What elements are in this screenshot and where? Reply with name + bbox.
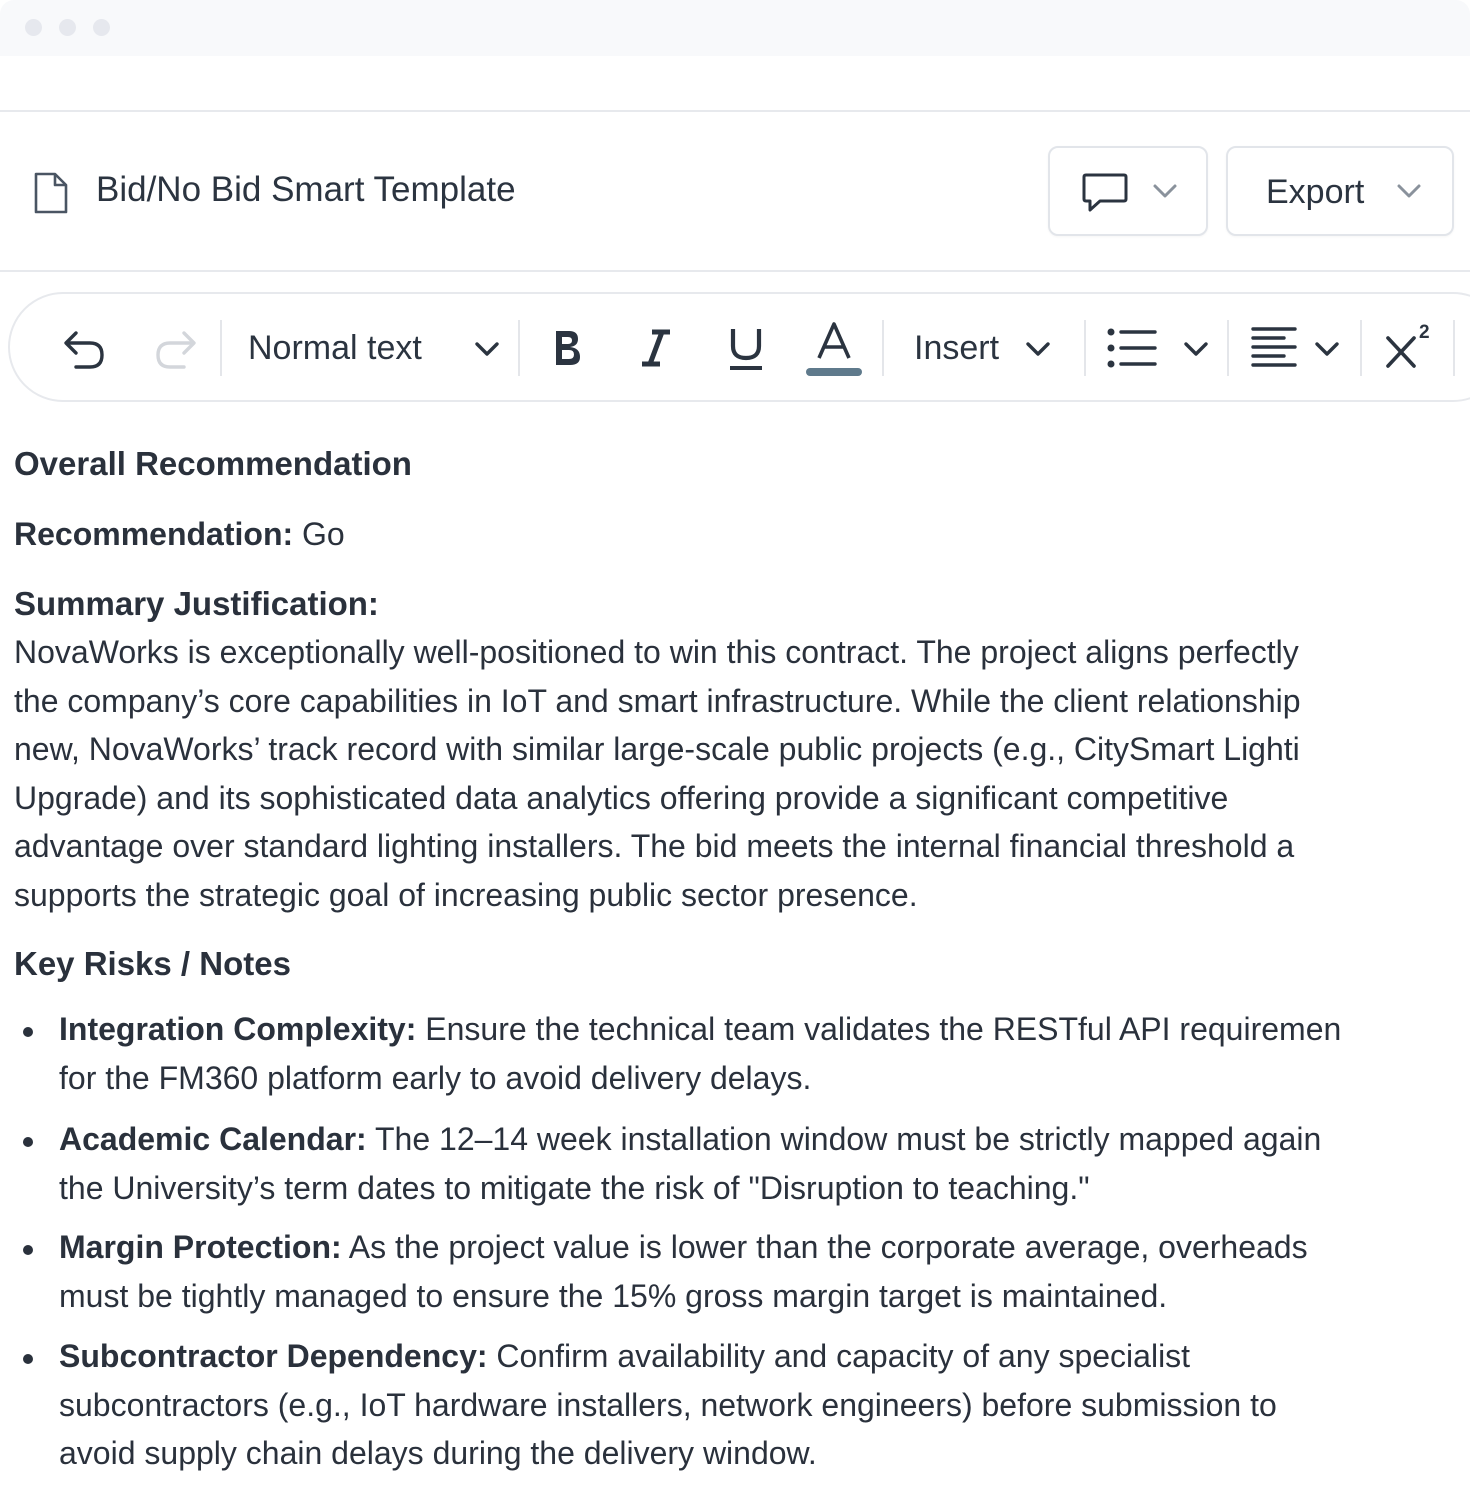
comments-button[interactable] [1048,146,1208,236]
risk-text: Ensure the technical team validates the RESTful API requiremen [416,1011,1342,1047]
align-left-icon[interactable] [1250,325,1298,371]
summary-line: advantage over standard lighting installers. The bid meets the internal financial threshold a [14,828,1295,865]
window-minimize-dot[interactable] [59,19,76,36]
superscript-icon[interactable] [1382,320,1438,374]
list-item-line: must be tightly managed to ensure the 15% gross margin target is maintained. [59,1277,1168,1314]
toolbar-separator [1084,320,1086,376]
bullet-dot [23,1354,33,1364]
chevron-down-icon [1152,181,1178,201]
summary-paragraph [14,628,1470,920]
risk-label: Margin Protection: [59,1229,342,1265]
text-color-swatch [806,368,862,376]
text-color-icon[interactable] [803,320,865,378]
summary-line: NovaWorks is exceptionally well-positioned to win this contract. The project aligns perfectly [14,634,1299,670]
document-header [0,112,1470,272]
summary-line: Upgrade) and its sophisticated data analytics offering provide a significant competitive [14,779,1229,816]
insert-menu[interactable]: Insert [914,329,1000,367]
summary-line: the company’s core capabilities in IoT and smart infrastructure. While the client relationship [14,682,1301,719]
toolbar-separator [1360,320,1362,376]
underline-icon[interactable] [725,324,767,374]
bold-icon[interactable] [550,327,584,369]
comment-icon [1080,170,1130,214]
key-risks-heading: Key Risks / Notes [14,945,291,982]
overall-recommendation-heading: Overall Recommendation [14,445,412,482]
redo-icon[interactable] [150,325,200,373]
list-item-line: for the FM360 platform early to avoid delivery delays. [59,1059,812,1096]
risk-label: Subcontractor Dependency: [59,1338,488,1374]
chevron-down-icon [1396,181,1422,201]
list-item-line [59,1115,1321,1164]
chevron-down-icon[interactable] [1182,338,1210,360]
chevron-down-icon[interactable] [1024,338,1052,360]
bullet-dot [23,1137,33,1147]
list-item-line [59,1223,1308,1272]
list-item-line: subcontractors (e.g., IoT hardware installers, network engineers) before submission to [59,1386,1277,1423]
italic-icon[interactable] [636,327,676,369]
toolbar-separator [882,320,884,376]
window-maximize-dot[interactable] [93,19,110,36]
text-style-select[interactable]: Normal text [248,329,422,367]
formatting-toolbar [8,292,1470,402]
toolbar-separator [1227,320,1229,376]
list-item-line: avoid supply chain delays during the delivery window. [59,1435,817,1472]
recommendation-label: Recommendation: [14,516,294,552]
toolbar-separator [518,320,520,376]
risk-label: Integration Complexity: [59,1011,417,1047]
bullet-dot [23,1027,33,1037]
summary-heading: Summary Justification: [14,585,379,622]
recommendation-value: Go [293,516,345,552]
bullet-list-icon[interactable] [1106,325,1158,371]
document-title[interactable]: Bid/No Bid Smart Template [96,170,516,209]
risk-text: Confirm availability and capacity of any specialist [487,1338,1191,1374]
toolbar-separator [220,320,222,376]
export-label: Export [1266,173,1365,211]
list-item-line [59,1332,1190,1381]
window-close-dot[interactable] [25,19,42,36]
risk-text: As the project value is lower than the corporate average, overheads [341,1229,1308,1265]
risk-text: The 12–14 week installation window must be strictly mapped again [366,1121,1322,1157]
summary-line: new, NovaWorks’ track record with similar large-scale public projects (e.g., CitySmart Lighti [14,731,1300,768]
window-titlebar [0,0,1470,56]
chevron-down-icon[interactable] [473,338,501,360]
undo-icon[interactable] [60,325,110,373]
document-icon [33,171,69,215]
chevron-down-icon[interactable] [1313,338,1341,360]
summary-line: supports the strategic goal of increasing public sector presence. [14,876,918,913]
recommendation-line [14,510,345,558]
toolbar-separator [1453,320,1455,376]
svg-text:2: 2 [1419,322,1430,343]
list-item-line [59,1005,1341,1054]
export-button[interactable] [1226,146,1454,236]
bullet-dot [23,1245,33,1255]
risk-label: Academic Calendar: [59,1121,367,1157]
list-item-line: the University’s term dates to mitigate the risk of "Disruption to teaching." [59,1169,1090,1206]
